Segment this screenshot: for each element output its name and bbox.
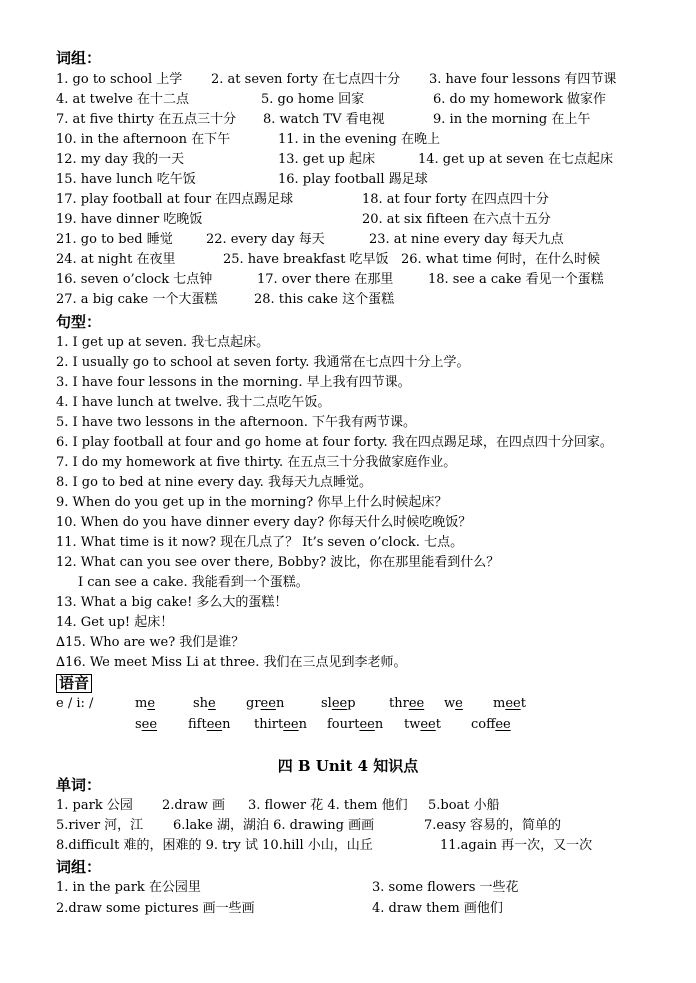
phrase-item: 10. in the afternoon 在下午 (56, 132, 231, 147)
sentence-line: 4. I have lunch at twelve. 我十二点吃午饭。 (56, 395, 331, 410)
phrase-item: 5. go home 回家 (261, 92, 365, 107)
phrase-item: 25. have breakfast 吃早饭 (223, 252, 389, 267)
word-item: 2.draw 画 (162, 798, 225, 813)
phonics-word: we (444, 696, 463, 711)
phrase2-item: 3. some flowers 一些花 (372, 880, 519, 895)
phrase-item: 14. get up at seven 在七点起床 (418, 152, 614, 167)
phrase-item: 7. at five thirty 在五点三十分 (56, 112, 237, 127)
phrase-item: 16. seven o’clock 七点钟 (56, 272, 213, 287)
phonics-word: fourteen (327, 717, 384, 732)
word-item: 8.difficult 难的，困难的 9. try 试 10.hill 小山，山丘 (56, 838, 373, 853)
phonics-word: fifteen (188, 717, 231, 732)
phrase-item: 27. a big cake 一个大蛋糕 (56, 292, 218, 307)
phrase-item: 23. at nine every day 每天九点 (369, 232, 564, 247)
phrase2-item: 2.draw some pictures 画一些画 (56, 901, 255, 916)
phrase-item: 22. every day 每天 (206, 232, 325, 247)
sentence-line: 6. I play football at four and go home at four forty. 我在四点踢足球，在四点四十分回家。 (56, 435, 613, 450)
sentence-line: 9. When do you get up in the morning? 你早上什么时候起床？ (56, 495, 448, 510)
sentence-line: 2. I usually go to school at seven forty. 我通常在七点四十分上学。 (56, 355, 470, 370)
phonics-heading: 语音 (56, 674, 92, 693)
phrase-item: 18. see a cake 看见一个蛋糕 (428, 272, 604, 287)
sentence-line: ∆16. We meet Miss Li at three. 我们在三点见到李老师。 (56, 655, 407, 670)
words-heading: 单词： (56, 776, 102, 794)
word-item: 1. park 公园 (56, 798, 133, 813)
phonics-word: she (193, 696, 216, 711)
sentence-line: I can see a cake. 我能看到一个蛋糕。 (78, 575, 309, 590)
phonics-word: three (389, 696, 425, 711)
sentence-line: 10. When do you have dinner every day? 你每天什么时候吃晚饭？ (56, 515, 472, 530)
sentence-line: 8. I go to bed at nine every day. 我每天九点睡觉。 (56, 475, 372, 490)
phrase-item: 20. at six fifteen 在六点十五分 (362, 212, 551, 227)
phrases2-heading: 词组： (56, 858, 102, 876)
phrase-item: 18. at four forty 在四点四十分 (362, 192, 549, 207)
phrase-item: 6. do my homework 做家作 (433, 92, 607, 107)
phrase-item: 16. play football 踢足球 (278, 172, 428, 187)
phrase-item: 8. watch TV 看电视 (263, 112, 385, 127)
phrase-item: 17. over there 在那里 (257, 272, 394, 287)
phonics-word: coffee (471, 717, 511, 732)
phrase2-item: 4. draw them 画他们 (372, 901, 503, 916)
phrases-heading: 词组： (56, 49, 102, 67)
word-item: 5.boat 小船 (428, 798, 500, 813)
word-item: 6.lake 湖，湖泊 6. drawing 画画 (173, 818, 375, 833)
sentence-line: 7. I do my homework at five thirty. 在五点三十分我做家庭作业。 (56, 455, 457, 470)
phrase-item: 26. what time 何时，在什么时候 (401, 252, 600, 267)
phrase-item: 4. at twelve 在十二点 (56, 92, 190, 107)
phrase2-item: 1. in the park 在公园里 (56, 880, 201, 895)
word-item: 5.river 河，江 (56, 818, 144, 833)
phrase-item: 24. at night 在夜里 (56, 252, 176, 267)
phonics-word: tweet (404, 717, 441, 732)
phrase-item: 21. go to bed 睡觉 (56, 232, 173, 247)
sentence-line: 5. I have two lessons in the afternoon. 下午我有两节课。 (56, 415, 417, 430)
phonics-word: green (246, 696, 285, 711)
sentence-line: 1. I get up at seven. 我七点起床。 (56, 335, 270, 350)
phrase-item: 13. get up 起床 (278, 152, 376, 167)
sentence-line: 13. What a big cake! 多么大的蛋糕！ (56, 595, 288, 610)
word-item: 7.easy 容易的，简单的 (424, 818, 561, 833)
phrase-item: 11. in the evening 在晚上 (278, 132, 440, 147)
sentence-line: 11. What time is it now? 现在几点了？ It’s seven o’clock. 七点。 (56, 535, 464, 550)
sentence-line: 12. What can you see over there, Bobby? 波比，你在那里能看到什么？ (56, 555, 500, 570)
sentence-line: ∆15. Who are we? 我们是谁？ (56, 635, 245, 650)
unit-title: 四 B Unit 4 知识点 (277, 757, 419, 775)
phonics-label: e / i: / (56, 696, 94, 711)
sentence-line: 14. Get up! 起床！ (56, 615, 174, 630)
phrase-item: 2. at seven forty 在七点四十分 (211, 72, 401, 87)
sentences-heading: 句型： (56, 313, 102, 331)
phonics-word: me (135, 696, 156, 711)
phrase-item: 15. have lunch 吃午饭 (56, 172, 196, 187)
phrase-item: 1. go to school 上学 (56, 72, 183, 87)
phonics-word: see (135, 717, 158, 732)
phrase-item: 9. in the morning 在上午 (433, 112, 591, 127)
word-item: 11.again 再一次，又一次 (440, 838, 593, 853)
phonics-word: sleep (321, 696, 356, 711)
phonics-word: meet (493, 696, 526, 711)
phrase-item: 19. have dinner 吃晚饭 (56, 212, 203, 227)
phrase-item: 3. have four lessons 有四节课 (429, 72, 617, 87)
phrase-item: 28. this cake 这个蛋糕 (254, 292, 395, 307)
phrase-item: 17. play football at four 在四点踢足球 (56, 192, 294, 207)
phrase-item: 12. my day 我的一天 (56, 152, 185, 167)
sentence-line: 3. I have four lessons in the morning. 早上我有四节课。 (56, 375, 411, 390)
word-item: 3. flower 花 4. them 他们 (248, 798, 408, 813)
phonics-word: thirteen (254, 717, 307, 732)
